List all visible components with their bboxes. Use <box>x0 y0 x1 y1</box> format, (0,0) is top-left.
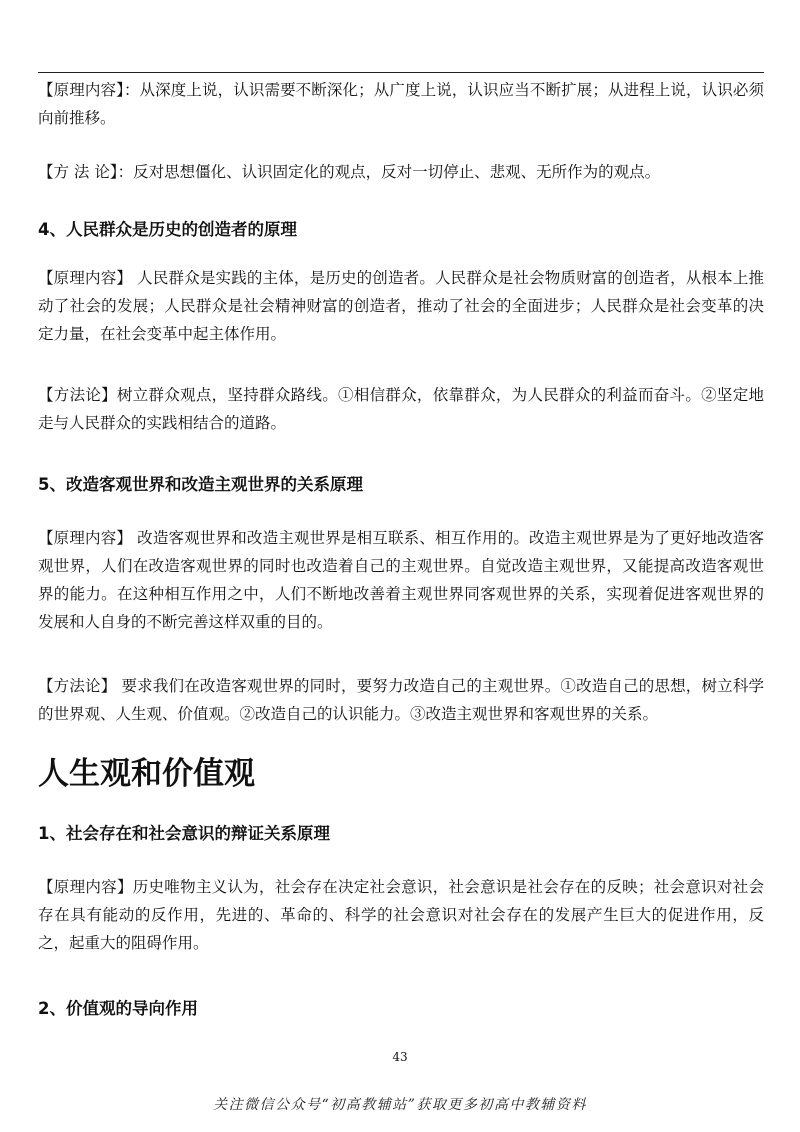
method-label: 【方 法 论】 <box>38 163 118 181</box>
method-paragraph-transform <box>38 672 764 728</box>
header-rule <box>38 72 764 73</box>
footer-note: 关注微信公众号“初高教辅站”获取更多初高中教辅资料 <box>213 1097 587 1113</box>
principle-label: 【原理内容】 <box>38 269 133 287</box>
method-label: 【方法论】 <box>38 386 117 404</box>
principle-paragraph-masses <box>38 264 764 348</box>
method-label: 【方法论】 <box>38 677 117 695</box>
section-title-life-values: 人生观和价值观 <box>38 756 255 792</box>
heading-values-guidance: 2、价值观的导向作用 <box>38 999 198 1018</box>
principle-text: 人民群众是实践的主体，是历史的创造者。人民群众是社会物质财富的创造者，从根本上推动了社会的发展；人民群众是社会精神财富的创造者，推动了社会的全面进步；人民群众是社会变革的决定力量，在社会变革中起主体作用。 <box>38 269 764 343</box>
page-number: 43 <box>392 1050 408 1064</box>
principle-text: 改造客观世界和改造主观世界是相互联系、相互作用的。改造主观世界是为了更好地改造客观世界，人们在改造客观世界的同时也改造着自己的主观世界。自觉改造主观世界，又能提高改造客观世界的能力。在这种相互作用之中，人们不断地改善着主观世界同客观世界的关系，实现着促进客观世界的发展和人自身的不断完善这样双重的目的。 <box>38 529 764 631</box>
principle-text: ：从深度上说，认识需要不断深化；从广度上说，认识应当不断扩展；从进程上说，认识必须向前推移。 <box>38 81 764 127</box>
heading-transform-worlds: 5、改造客观世界和改造主观世界的关系原理 <box>38 475 363 494</box>
method-paragraph-cognition <box>38 158 764 186</box>
heading-masses-principle: 4、人民群众是历史的创造者的原理 <box>38 220 297 239</box>
principle-paragraph-social-existence <box>38 873 764 957</box>
method-text: 树立群众观点，坚持群众路线。①相信群众，依靠群众，为人民群众的利益而奋斗。②坚定地走与人民群众的实践相结合的道路。 <box>38 386 764 432</box>
principle-label: 【原理内容】 <box>38 529 133 547</box>
method-text: 要求我们在改造客观世界的同时，要努力改造自己的主观世界。①改造自己的思想，树立科学的世界观、人生观、价值观。②改造自己的认识能力。③改造主观世界和客观世界的关系。 <box>38 677 764 723</box>
principle-paragraph-transform <box>38 524 764 636</box>
principle-text: 历史唯物主义认为，社会存在决定社会意识，社会意识是社会存在的反映；社会意识对社会存在具有能动的反作用，先进的、革命的、科学的社会意识对社会存在的发展产生巨大的促进作用，反之，起重大的阻碍作用。 <box>38 878 764 952</box>
method-paragraph-masses <box>38 381 764 437</box>
principle-label: 【原理内容】 <box>38 878 133 896</box>
principle-label: 【原理内容】 <box>38 81 124 99</box>
principle-paragraph-cognition <box>38 76 764 132</box>
method-text: ：反对思想僵化、认识固定化的观点，反对一切停止、悲观、无所作为的观点。 <box>117 163 661 181</box>
heading-social-existence: 1、社会存在和社会意识的辩证关系原理 <box>38 824 330 843</box>
